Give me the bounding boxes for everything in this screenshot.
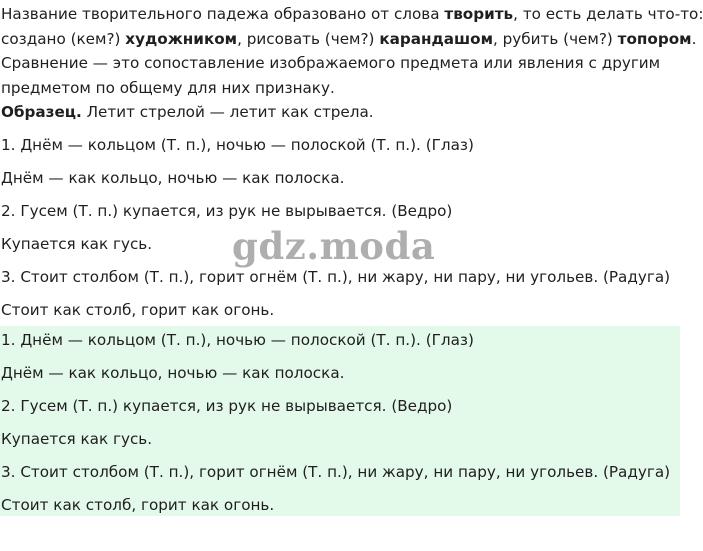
intro-line-4: предметом по общему для них признаку.	[1, 78, 335, 97]
riddle-line: 3. Стоит столбом (Т. п.), горит огнём (Т. п.), ни жару, ни пару, ни угольев. (Радуга)	[1, 268, 671, 286]
answer-line: Купается как гусь.	[1, 235, 153, 253]
riddle-line: 3. Стоит столбом (Т. п.), горит огнём (Т. п.), ни жару, ни пару, ни угольев. (Радуга)	[1, 463, 671, 481]
answer-line: Стоит как столб, горит как огонь.	[1, 496, 275, 514]
answer-line: Стоит как столб, горит как огонь.	[1, 301, 275, 319]
answer-line: Днём — как кольцо, ночью — как полоска.	[1, 364, 345, 382]
riddle-line: 2. Гусем (Т. п.) купается, из рук не вырывается. (Ведро)	[1, 397, 453, 415]
riddle-line: 2. Гусем (Т. п.) купается, из рук не вырывается. (Ведро)	[1, 202, 453, 220]
bold-term: творить	[444, 5, 514, 23]
intro-line-3: Сравнение — это сопоставление изображаемого предмета или явления с другим	[1, 54, 661, 72]
intro-text	[0, 0, 703, 100]
riddle-line: 1. Днём — кольцом (Т. п.), ночью — полоской (Т. п.). (Глаз)	[1, 136, 474, 154]
bold-term: топором	[617, 29, 692, 48]
sample-line	[0, 100, 680, 124]
riddle-line: 1. Днём — кольцом (Т. п.), ночью — полоской (Т. п.). (Глаз)	[1, 331, 474, 349]
answer-line: Днём — как кольцо, ночью — как полоска.	[1, 169, 345, 187]
sample-text: Летит стрелой — летит как стрела.	[81, 103, 374, 121]
bold-term: художником	[125, 29, 238, 48]
bold-term: карандашом	[379, 29, 493, 48]
intro-text-part: , рисовать (чем?)	[237, 29, 380, 48]
intro-line-2	[0, 27, 697, 52]
intro-text-part: .	[691, 29, 697, 48]
intro-text-part: , рубить (чем?)	[493, 29, 618, 48]
sample-label: Образец.	[1, 103, 82, 121]
intro-text-part: создано (кем?)	[1, 29, 126, 48]
intro-line-1	[0, 2, 703, 27]
answer-block-highlighted	[0, 326, 680, 516]
intro-text-part: Название творительного падежа образовано от слова	[1, 5, 445, 23]
answer-line: Купается как гусь.	[1, 430, 153, 448]
intro-text-part: , то есть делать что-то:	[513, 5, 703, 23]
watermark: gdz.moda	[232, 224, 436, 268]
